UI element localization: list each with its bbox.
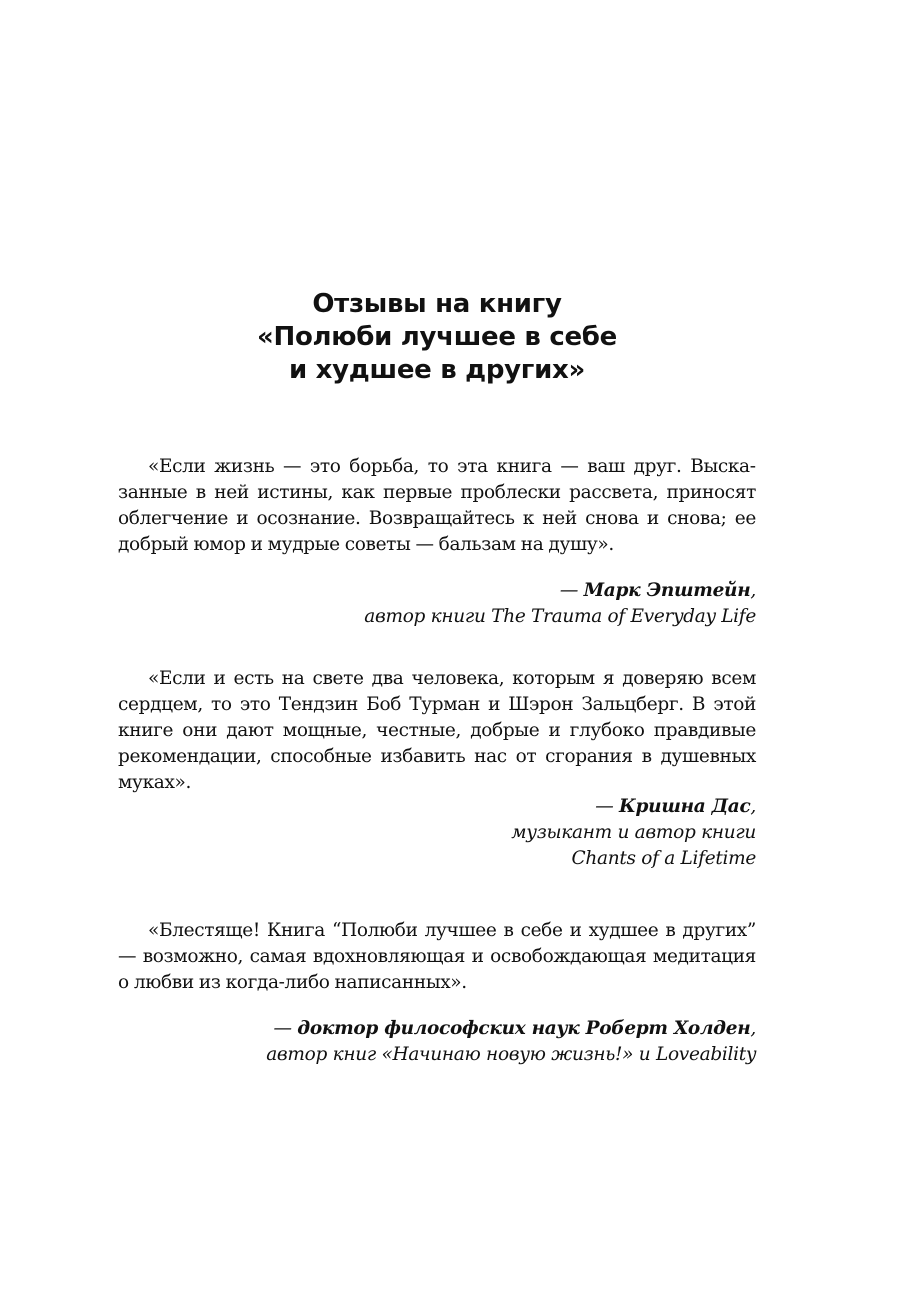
author-name: Кришна Дас — [619, 796, 751, 817]
author-book: Chants of a Lifetime — [571, 848, 756, 869]
author-role: автор книг «Начинаю новую жизнь!» и Loveability — [266, 1044, 756, 1065]
title-line: Отзывы на книгу — [312, 289, 562, 320]
attribution-dash: — — [595, 796, 619, 817]
review-attribution — [118, 794, 756, 872]
title-line: и худшее в других» — [289, 355, 585, 386]
attribution-dash: — — [559, 580, 584, 601]
author-name: доктор философских наук Роберт Холден — [297, 1018, 751, 1039]
review-attribution — [118, 578, 756, 630]
review-quote: «Если жизнь — это борьба, то эта книга — ваш друг. Высказанные в ней истины, как первые проблески рассвета, приносят облегчение и осознание. Возвращайтесь к ней снова и снова; ее добрый юмор и мудрые советы — бальзам на душу». — [118, 456, 756, 555]
author-role: автор книги The Trauma of Everyday Life — [364, 606, 756, 627]
attribution-author-line — [118, 794, 756, 820]
review-epstein — [118, 454, 756, 630]
attribution-comma: , — [750, 796, 756, 817]
attribution-comma: , — [750, 1018, 756, 1039]
attribution-comma: , — [750, 580, 756, 601]
author-name: Марк Эпштейн — [583, 580, 751, 601]
page-title — [118, 288, 756, 387]
review-krishna-das — [118, 666, 756, 872]
attribution-author-line — [118, 578, 756, 604]
attribution-dash: — — [273, 1018, 298, 1039]
attribution-author-line — [118, 1016, 756, 1042]
title-line: «Полюби лучшее в себе — [257, 322, 617, 353]
review-quote: «Если и есть на свете два человека, которым я доверяю всем сердцем, то это Тендзин Боб Турман и Шэрон Зальцберг. В этой книге они дают мощные, честные, добрые и глубоко правдивые рекомендации, способные избавить нас от сгорания в душевных муках». — [118, 668, 756, 793]
review-holden — [118, 918, 756, 1068]
review-attribution — [118, 1016, 756, 1068]
author-role: музыкант и автор книги — [511, 822, 756, 843]
review-quote: «Блестяще! Книга “Полюби лучшее в себе и худшее в других” — возможно, самая вдохновляющая и освобождающая медитация о любви из когда-либо написанных». — [118, 920, 756, 993]
